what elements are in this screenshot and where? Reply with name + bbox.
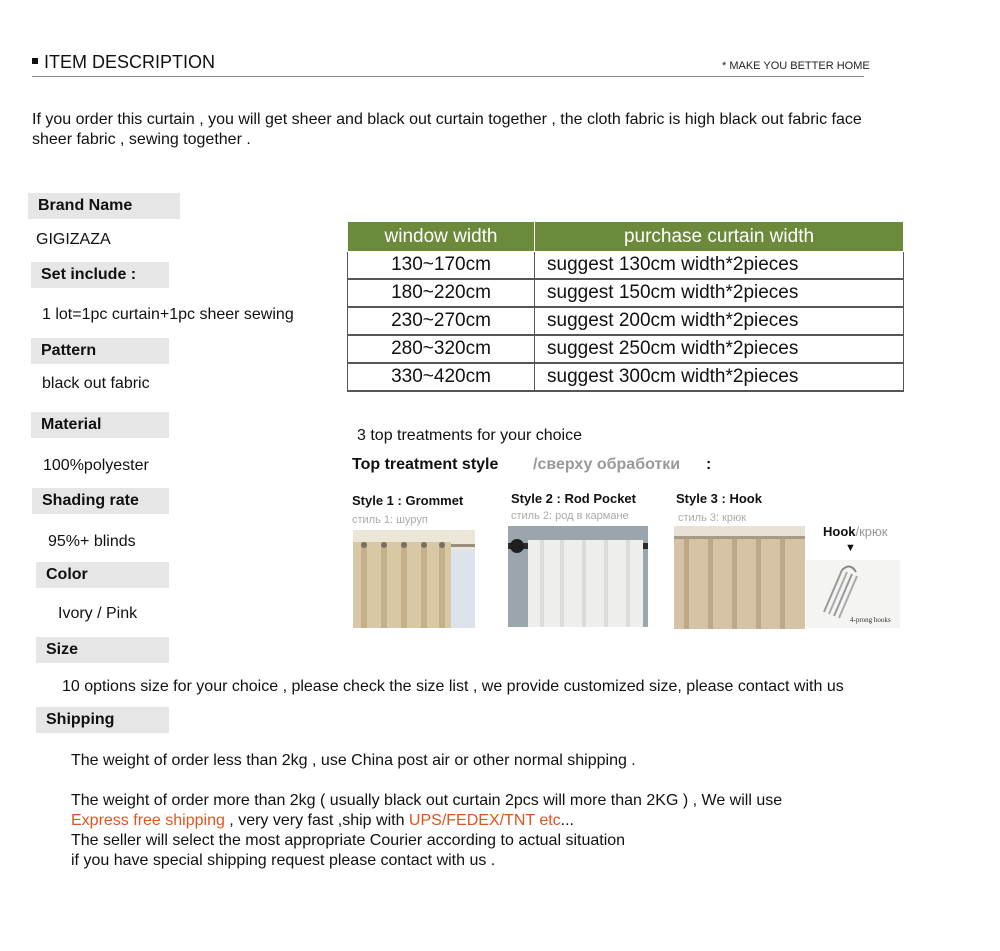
- table-row: [348, 279, 904, 307]
- hook-image: [806, 560, 900, 628]
- material-label: Material: [31, 412, 169, 438]
- style-3-name: Style 3 : Hook: [676, 491, 762, 506]
- hook-curtain-image: [674, 526, 805, 629]
- size-table-header: purchase curtain width: [535, 222, 904, 252]
- set-label: Set include :: [31, 262, 169, 288]
- color-label: Color: [36, 562, 169, 588]
- size-table: [347, 221, 904, 392]
- pattern-value: black out fabric: [42, 375, 150, 392]
- intro-text: If you order this curtain , you will get sheer and black out curtain together , the cloth fabric is high black out fabric face sheer fabric , sewing together .: [32, 111, 862, 148]
- rod-pocket-curtain-image: [508, 526, 648, 627]
- set-value: 1 lot=1pc curtain+1pc sheer sewing: [42, 306, 294, 323]
- shipping-details: [71, 791, 971, 871]
- treatments-intro: 3 top treatments for your choice: [357, 427, 582, 444]
- hook-arrow-icon: ▼: [845, 542, 856, 554]
- shipping-line-5: if you have special shipping request please contact with us .: [71, 852, 496, 869]
- shipping-line-3-mid: , very very fast ,ship with: [224, 812, 409, 829]
- hook-label: [823, 524, 887, 539]
- section-title-text: ITEM DESCRIPTION: [44, 52, 216, 72]
- window-width-cell: 130~170cm: [348, 252, 535, 280]
- table-row: [348, 363, 904, 391]
- window-width-cell: 330~420cm: [348, 363, 535, 391]
- bullet-square-icon: [32, 58, 38, 64]
- curtain-width-cell: suggest 250cm width*2pieces: [535, 335, 904, 363]
- style-2-ru: стиль 2: род в кармане: [511, 510, 629, 522]
- window-width-cell: 280~320cm: [348, 335, 535, 363]
- shipping-line-3-end: ...: [560, 812, 574, 829]
- express-shipping-highlight: Express free shipping: [71, 812, 225, 829]
- hook-caption: 4-prong hooks: [850, 616, 891, 624]
- shipping-line-4: The seller will select the most appropriate Courier according to actual situation: [71, 832, 626, 849]
- style-2-name: Style 2 : Rod Pocket: [511, 491, 636, 506]
- shipping-line-3: [71, 811, 971, 831]
- pattern-label: Pattern: [31, 338, 169, 364]
- tagline: * MAKE YOU BETTER HOME: [722, 60, 870, 72]
- hook-curtain-icon: [674, 526, 805, 629]
- size-label: Size: [36, 637, 169, 663]
- hook-label-text: Hook: [823, 524, 856, 539]
- material-value: 100%polyester: [43, 457, 149, 474]
- shipping-line-2: The weight of order more than 2kg ( usually black out curtain 2pcs will more than 2KG ) , We will use: [71, 792, 783, 809]
- shading-label: Shading rate: [32, 488, 169, 514]
- window-width-cell: 230~270cm: [348, 307, 535, 335]
- color-value: Ivory / Pink: [58, 605, 138, 622]
- shipping-line-1: The weight of order less than 2kg , use China post air or other normal shipping .: [71, 752, 636, 769]
- curtain-width-cell: suggest 150cm width*2pieces: [535, 279, 904, 307]
- section-title: [32, 52, 215, 73]
- rod-pocket-curtain-icon: [508, 526, 648, 627]
- shading-value: 95%+ blinds: [48, 533, 136, 550]
- treatments-title-ru: /сверху обработки: [533, 456, 681, 473]
- treatments-colon: :: [706, 456, 712, 473]
- style-3-ru: стиль 3: крюк: [678, 512, 747, 524]
- curtain-width-cell: suggest 130cm width*2pieces: [535, 252, 904, 280]
- grommet-curtain-icon: [353, 530, 475, 628]
- hook-label-ru: /крюк: [855, 524, 888, 539]
- curtain-width-cell: suggest 200cm width*2pieces: [535, 307, 904, 335]
- brand-label: Brand Name: [28, 193, 180, 219]
- curtain-width-cell: suggest 300cm width*2pieces: [535, 363, 904, 391]
- grommet-curtain-image: [353, 530, 475, 628]
- brand-value: GIGIZAZA: [36, 231, 111, 248]
- size-table-header: window width: [348, 222, 535, 252]
- table-row: [348, 252, 904, 280]
- style-1-ru: стиль 1: шуруп: [352, 514, 428, 526]
- table-row: [348, 335, 904, 363]
- style-1-name: Style 1 : Grommet: [352, 493, 464, 508]
- shipping-label: Shipping: [36, 707, 169, 733]
- treatments-title: Top treatment style: [352, 456, 499, 473]
- couriers-highlight: UPS/FEDEX/TNT etc: [408, 812, 561, 829]
- size-table-header-row: [348, 222, 904, 252]
- table-row: [348, 307, 904, 335]
- window-width-cell: 180~220cm: [348, 279, 535, 307]
- size-value: 10 options size for your choice , please check the size list , we provide customized size, please contact with us: [62, 678, 844, 695]
- header-divider: [32, 76, 864, 77]
